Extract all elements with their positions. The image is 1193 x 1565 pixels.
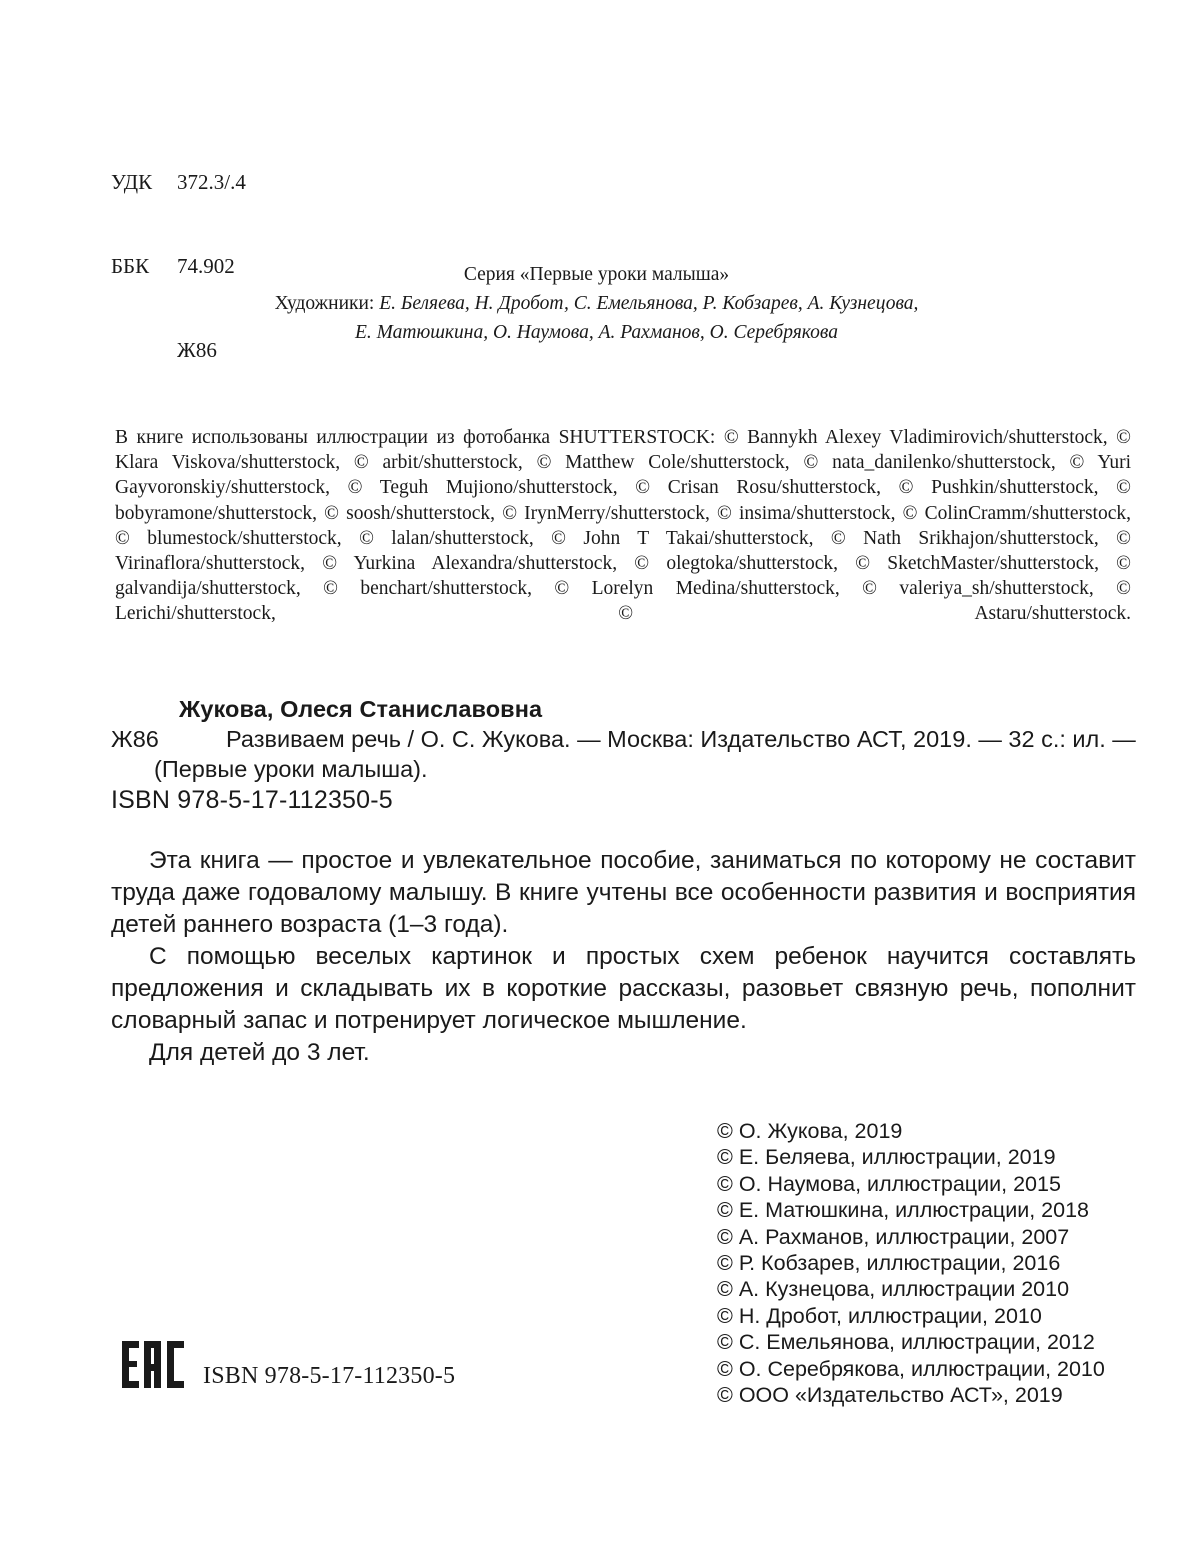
isbn-primary: ISBN 978-5-17-112350-5 [111, 786, 393, 814]
copyright-line: © О. Наумова, иллюстрации, 2015 [717, 1171, 1061, 1196]
biblio-title-text: Развиваем речь / О. С. Жукова. — Москва: Издательство АСТ, 2019. — 32 с.: ил. — [226, 726, 1136, 752]
biblio-index: Ж86 [111, 726, 159, 752]
bibliographic-record [111, 694, 1136, 784]
annotation-paragraph-3: Для детей до 3 лет. [149, 1039, 370, 1066]
shutterstock-credits: В книге использованы иллюстрации из фотобанка SHUTTERSTOCK: © Bannykh Alexey Vladimirovich/shutterstock, © Klara Viskova/shutterstock, © arbit/shutterstock, © Matthew Cole/shutterstock, © nata_danilenko/shutterstock, © Yuri Gayvoronskiy/shutterstock, © Teguh Mujiono/shutterstock, © Crisan Rosu/shutterstock, © Pushkin/shutterstock, © bobyramone/shutterstock, © soosh/shutterstock, © IrynMerry/shutterstock, © insima/shutterstock, © ColinCramm/shutterstock, © blumestock/shutterstock, © lalan/shutterstock, © John T Takai/shutterstock, © Nath Srikhajon/shutterstock, © Virinaflora/shutterstock, © Yurkina Alexandra/shutterstock, © olegtoka/shutterstock, © SketchMaster/shutterstock, © galvandija/shutterstock, © benchart/shutterstock, © Lorelyn Medina/shutterstock, © valeriya_sh/shutterstock, © Lerichi/shutterstock, © Astaru/shutterstock. [115, 427, 1131, 625]
annotation-paragraph-1: Эта книга — простое и увлекательное пособие, заниматься по которому не составит труда даже годовалому малышу. В книге учтены все особенности развития и восприятия детей раннего возраста (1–3 года). [111, 847, 1136, 938]
annotation-paragraph-2: С помощью веселых картинок и простых схем ребенок научится составлять предложения и складывать их в короткие рассказы, разовьет связную речь, пополнит словарный запас и потренирует логическое мышление. [111, 943, 1136, 1034]
author-index-value: Ж86 [177, 338, 217, 362]
biblio-title-line [111, 724, 1136, 754]
artists-label: Художники: [274, 293, 380, 314]
copyright-line: © А. Рахманов, иллюстрации, 2007 [717, 1224, 1070, 1249]
copyright-line: © Е. Матюшкина, иллюстрации, 2018 [717, 1198, 1089, 1223]
bbk-value: 74.902 [177, 254, 235, 278]
copyright-line: © ООО «Издательство АСТ», 2019 [717, 1383, 1063, 1408]
biblio-series-note: (Первые уроки малыша). [154, 756, 428, 782]
annotation-text [111, 845, 1136, 1069]
copyright-line: © С. Емельянова, иллюстрации, 2012 [717, 1330, 1095, 1355]
series-and-artists [0, 260, 1193, 347]
copyright-line: © А. Кузнецова, иллюстрации 2010 [717, 1277, 1070, 1302]
copyright-line: © Н. Дробот, иллюстрации, 2010 [717, 1303, 1042, 1328]
series-title: Серия «Первые уроки малыша» [463, 264, 730, 285]
eac-conformity-mark-icon [122, 1341, 184, 1388]
copyright-line: © Е. Беляева, иллюстрации, 2019 [717, 1145, 1056, 1170]
udk-row [111, 168, 246, 196]
isbn-footer: ISBN 978-5-17-112350-5 [203, 1363, 456, 1389]
artists-line-1 [0, 289, 1193, 318]
copyright-list [717, 1118, 1105, 1408]
bbk-label: ББК [111, 254, 150, 278]
udk-label: УДК [111, 170, 153, 194]
copyright-line: © О. Жукова, 2019 [717, 1119, 903, 1143]
artists-names-1: Е. Беляева, Н. Дробот, С. Емельянова, Р. Кобзарев, А. Кузнецова, [379, 293, 919, 314]
artists-names-2: Е. Матюшкина, О. Наумова, А. Рахманов, О. Серебрякова [355, 322, 838, 343]
copyright-line: © О. Серебрякова, иллюстрации, 2010 [717, 1356, 1105, 1381]
udk-value: 372.3/.4 [177, 170, 246, 194]
biblio-author: Жукова, Олеся Станиславовна [179, 696, 543, 722]
copyright-line: © Р. Кобзарев, иллюстрации, 2016 [717, 1251, 1061, 1276]
